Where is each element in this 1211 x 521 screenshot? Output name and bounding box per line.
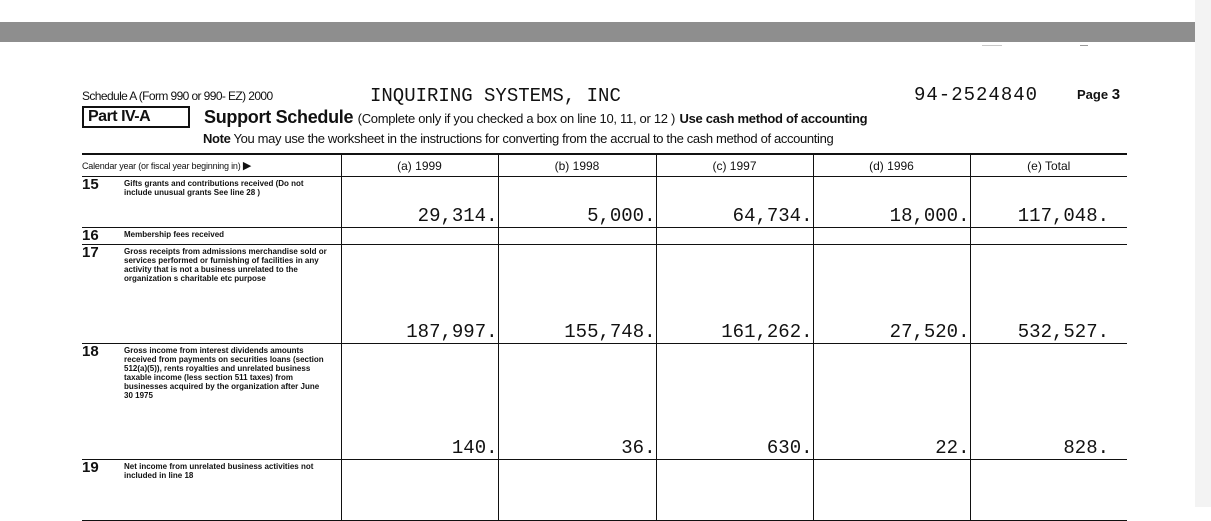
table-row xyxy=(82,344,1127,460)
table-cell xyxy=(813,228,970,245)
part-title-line xyxy=(204,107,867,128)
employer-id-number: 94-2524840 xyxy=(914,84,1039,106)
table-cell: 5,000. xyxy=(498,177,656,228)
calendar-year-label: Calendar year (or fiscal year beginning in) ▶ xyxy=(82,154,341,177)
table-cell: 64,734. xyxy=(656,177,813,228)
table-cell: 27,520. xyxy=(813,245,970,344)
table-cell: 22. xyxy=(813,344,970,460)
line-text: Gifts grants and contributions received (Do not include unusual grants See line 28 ) xyxy=(124,179,304,197)
note-line xyxy=(203,131,833,146)
line-number: 18 xyxy=(82,343,99,360)
column-header: (d) 1996 xyxy=(813,154,970,177)
part-title: Support Schedule xyxy=(204,107,354,127)
row-description xyxy=(82,344,341,460)
row-description xyxy=(82,460,341,521)
table-cell xyxy=(341,228,498,245)
table-row xyxy=(82,177,1127,228)
note-text: You may use the worksheet in the instructions for converting from the accrual to the cash method of accounting xyxy=(233,131,834,146)
table-row xyxy=(82,228,1127,245)
column-header: (b) 1998 xyxy=(498,154,656,177)
viewer-top-bar xyxy=(0,22,1211,42)
table-cell xyxy=(813,460,970,521)
line-text: Gross receipts from admissions merchandise sold or services performed or furnishing of facilities in any activity that is not a business unrelated to the organization s charitable etc purpose xyxy=(124,247,327,283)
support-schedule-table xyxy=(82,153,1127,521)
scan-mark xyxy=(1080,45,1088,46)
schedule-label: Schedule A (Form 990 or 990- EZ) 2000 xyxy=(82,89,273,103)
line-number: 19 xyxy=(82,459,99,476)
table-cell xyxy=(656,460,813,521)
line-text: Net income from unrelated business activities not included in line 18 xyxy=(124,462,314,480)
table-cell xyxy=(970,460,1127,521)
table-cell: 828. xyxy=(970,344,1127,460)
organization-name: INQUIRING SYSTEMS, INC xyxy=(370,85,621,107)
table-row xyxy=(82,245,1127,344)
table-cell xyxy=(970,228,1127,245)
line-number: 17 xyxy=(82,244,99,261)
scan-mark xyxy=(982,45,1002,46)
table-cell: 18,000. xyxy=(813,177,970,228)
column-header: (c) 1997 xyxy=(656,154,813,177)
table-cell: 630. xyxy=(656,344,813,460)
line-text: Gross income from interest dividends amounts received from payments on securities loans (section 512(a)(5)), rents royalties and unrelated business taxable income (less section 511 taxes) from businesses acquired by the organization after June 30 1975 xyxy=(124,346,324,400)
table-cell: 161,262. xyxy=(656,245,813,344)
table-cell: 187,997. xyxy=(341,245,498,344)
table-cell: 117,048. xyxy=(970,177,1127,228)
column-header: (e) Total xyxy=(970,154,1127,177)
column-header-row xyxy=(82,154,1127,177)
table-cell xyxy=(498,460,656,521)
table-cell: 29,314. xyxy=(341,177,498,228)
part-subtitle-bold: Use cash method of accounting xyxy=(679,111,868,126)
right-arrow-icon: ▶ xyxy=(242,160,252,172)
table-cell: 155,748. xyxy=(498,245,656,344)
part-subtitle: (Complete only if you checked a box on line 10, 11, or 12 ) xyxy=(357,111,676,126)
table-cell xyxy=(656,228,813,245)
table-cell: 36. xyxy=(498,344,656,460)
row-description xyxy=(82,177,341,228)
row-description xyxy=(82,228,341,245)
column-header: (a) 1999 xyxy=(341,154,498,177)
table-cell: 140. xyxy=(341,344,498,460)
row-description xyxy=(82,245,341,344)
page-label: Page xyxy=(1077,87,1109,102)
part-label: Part IV-A xyxy=(82,106,190,128)
table-cell: 532,527. xyxy=(970,245,1127,344)
note-label: Note xyxy=(203,131,231,146)
table-cell xyxy=(341,460,498,521)
line-text: Membership fees received xyxy=(124,230,225,239)
line-number: 15 xyxy=(82,176,99,193)
page-number: 3 xyxy=(1111,86,1121,103)
page-indicator xyxy=(1077,86,1120,103)
table-cell xyxy=(498,228,656,245)
line-number: 16 xyxy=(82,227,99,244)
table-row xyxy=(82,460,1127,521)
viewer-right-margin xyxy=(1195,0,1211,507)
